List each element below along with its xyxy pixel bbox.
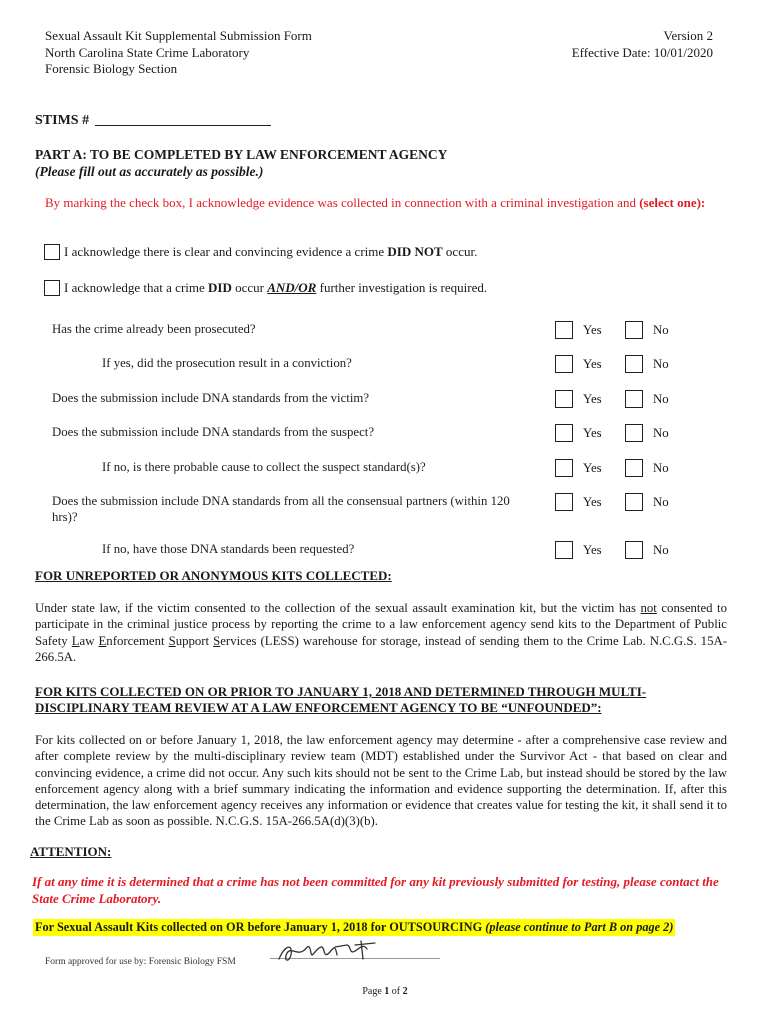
checkbox-yes[interactable]	[555, 424, 573, 442]
checkbox-no[interactable]	[625, 355, 643, 373]
question-victim-standards: Does the submission include DNA standards from the victim?	[52, 391, 370, 405]
no-standards-requested: No	[625, 541, 669, 559]
signature-image	[275, 937, 385, 967]
yes-consensual-partners: Yes	[555, 493, 602, 511]
no-prosecuted: No	[625, 321, 669, 339]
attention-body: If at any time it is determined that a crime has not been committed for any kit previously submitted for testing, please contact the State Crime Laboratory.	[32, 874, 719, 906]
option-did-not-label: I acknowledge there is clear and convincing evidence a crime DID NOT occur.	[64, 244, 478, 259]
version-label: Version 2	[663, 28, 713, 43]
stims-field	[35, 111, 271, 129]
page-number: Page 1 of 2	[362, 986, 408, 997]
checkbox-did[interactable]	[44, 280, 60, 296]
checkbox-yes[interactable]	[555, 493, 573, 511]
checkbox-no[interactable]	[625, 541, 643, 559]
question-standards-requested: If no, have those DNA standards been requested?	[102, 542, 355, 556]
question-consensual-partners: Does the submission include DNA standards from all the consensual partners (within 120 hrs)?	[52, 494, 510, 524]
part-a-title: PART A: TO BE COMPLETED BY LAW ENFORCEMENT AGENCY	[35, 147, 448, 162]
question-prosecuted: Has the crime already been prosecuted?	[52, 322, 256, 336]
yes-conviction: Yes	[555, 355, 602, 373]
checkbox-no[interactable]	[625, 321, 643, 339]
attention-title: ATTENTION:	[30, 844, 112, 859]
stims-label: STIMS #	[35, 113, 90, 128]
checkbox-yes[interactable]	[555, 321, 573, 339]
checkbox-yes[interactable]	[555, 459, 573, 477]
no-victim-standards: No	[625, 390, 669, 408]
no-suspect-standards: No	[625, 424, 669, 442]
checkbox-did-not[interactable]	[44, 244, 60, 260]
question-probable-cause: If no, is there probable cause to collect the suspect standard(s)?	[102, 460, 426, 474]
section-name: Forensic Biology Section	[45, 61, 178, 76]
checkbox-yes[interactable]	[555, 355, 573, 373]
form-header-right	[572, 28, 713, 61]
unfounded-title: FOR KITS COLLECTED ON OR PRIOR TO JANUARY 1, 2018 AND DETERMINED THROUGH MULTI- DISCIPLINARY TEAM REVIEW AT A LAW ENFORCEMENT AGENCY TO BE “UNFOUNDED”:	[35, 684, 647, 715]
yes-prosecuted: Yes	[555, 321, 602, 339]
acknowledge-option-did-not	[44, 244, 477, 260]
question-suspect-standards: Does the submission include DNA standards from the suspect?	[52, 425, 375, 439]
yes-victim-standards: Yes	[555, 390, 602, 408]
unfounded-body: For kits collected on or before January 1, 2018, the law enforcement agency may determine - after a comprehensive case review and after complete review by the multi-disciplinary review team (MDT) established under the Survivor Act - that based on clear and convincing evidence, a crime did not occur. Any such kits should not be sent to the Crime Lab, but instead should be stored by the law enforcement agency along with a brief summary indicating the information and evidence supporting the determination. If, after this determination, the law enforcement agency receives any information or evidence that creates value for testing the kit, it shall send it to the Crime Lab as soon as possible. N.C.G.S. 15A-266.5A(d)(3)(b).	[35, 733, 727, 829]
unreported-body: Under state law, if the victim consented to the collection of the sexual assault examination kit, but the victim has not consented to participate in the criminal justice process by reporting the crime to a law enforcement agency send kits to the Department of Public Safety Law Enforcement Support Services (LESS) warehouse for storage, instead of sending them to the Crime Lab. N.C.G.S. 15A-266.5A.	[35, 601, 727, 664]
checkbox-no[interactable]	[625, 493, 643, 511]
question-conviction: If yes, did the prosecution result in a conviction?	[102, 356, 352, 370]
approval-note: Form approved for use by: Forensic Biology FSM	[45, 957, 236, 967]
no-probable-cause: No	[625, 459, 669, 477]
form-header-left	[45, 28, 312, 78]
outsourcing-note: For Sexual Assault Kits collected on OR before January 1, 2018 for OUTSOURCING (please continue to Part B on page 2)	[35, 920, 674, 934]
no-consensual-partners: No	[625, 493, 669, 511]
checkbox-yes[interactable]	[555, 390, 573, 408]
acknowledge-intro: By marking the check box, I acknowledge evidence was collected in connection with a criminal investigation and (select one):	[45, 195, 706, 210]
no-conviction: No	[625, 355, 669, 373]
acknowledge-option-did	[44, 280, 487, 296]
yes-probable-cause: Yes	[555, 459, 602, 477]
part-a-subtitle: (Please fill out as accurately as possible.)	[35, 164, 264, 179]
lab-name: North Carolina State Crime Laboratory	[45, 44, 250, 60]
checkbox-no[interactable]	[625, 459, 643, 477]
checkbox-no[interactable]	[625, 390, 643, 408]
option-did-label: I acknowledge that a crime DID occur AND/OR further investigation is required.	[64, 280, 488, 295]
effective-date: Effective Date: 10/01/2020	[571, 44, 713, 60]
yes-suspect-standards: Yes	[555, 424, 602, 442]
stims-input-line[interactable]	[95, 111, 271, 126]
checkbox-no[interactable]	[625, 424, 643, 442]
unreported-title: FOR UNREPORTED OR ANONYMOUS KITS COLLECTED:	[35, 568, 392, 583]
checkbox-yes[interactable]	[555, 541, 573, 559]
part-a-heading	[35, 146, 447, 180]
yes-standards-requested: Yes	[555, 541, 602, 559]
form-title: Sexual Assault Kit Supplemental Submission Form	[45, 28, 312, 43]
